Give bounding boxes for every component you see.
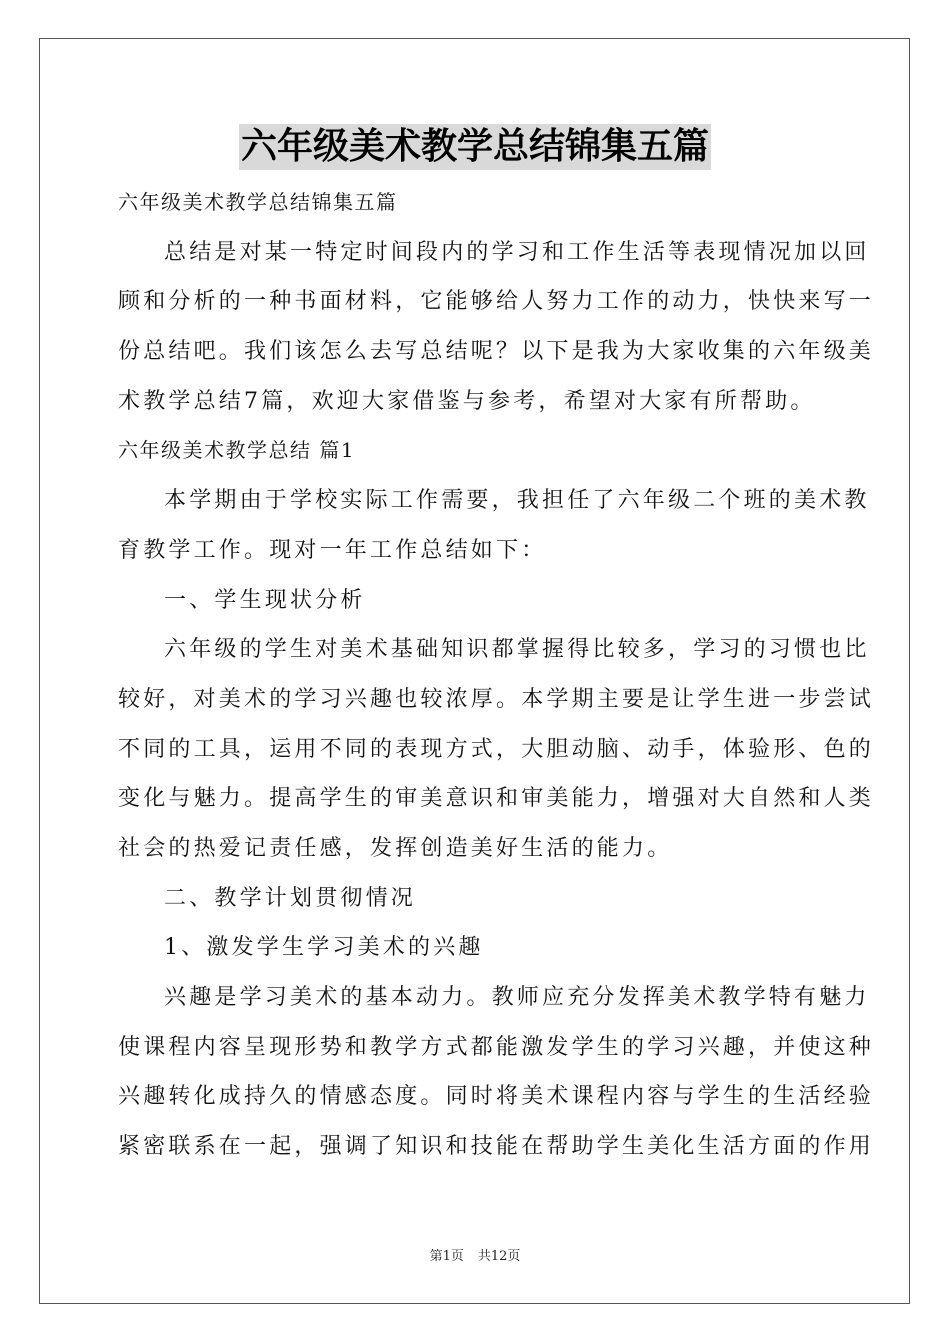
paragraph-line: 术教学总结7篇，欢迎大家借鉴与参考，希望对大家有所帮助。: [118, 388, 816, 414]
subtitle-line: 六年级美术教学总结锦集五篇: [118, 190, 398, 214]
paragraph-line: 不同的工具，运用不同的表现方式，大胆动脑、动手，体验形、色的: [118, 736, 875, 762]
total-pages: 共12页: [477, 1249, 521, 1264]
paragraph-line: 社会的热爱记责任感，发挥创造美好生活的能力。: [118, 835, 673, 861]
paragraph-line: 六年级的学生对美术基础知识都掌握得比较多，学习的习惯也比: [164, 637, 870, 663]
document-body: [118, 178, 875, 1172]
paragraph-line: 顾和分析的一种书面材料，它能够给人努力工作的动力，快快来写一: [118, 289, 875, 315]
paragraph-line: 份总结吧。我们该怎么去写总结呢？以下是我为大家收集的六年级美: [118, 339, 875, 365]
paragraph-line: 兴趣是学习美术的基本动力。教师应充分发挥美术教学特有魅力: [164, 985, 870, 1010]
document-title: 六年级美术教学总结锦集五篇: [239, 124, 711, 170]
page-footer: [0, 1245, 950, 1264]
subheading-line: 一、学生现状分析: [164, 587, 366, 613]
paragraph-line: 较好，对美术的学习兴趣也较浓厚。本学期主要是让学生进一步尝试: [118, 686, 875, 712]
title-container: [0, 124, 950, 170]
section-heading: 六年级美术教学总结 篇1: [118, 438, 356, 463]
paragraph-line: 本学期由于学校实际工作需要，我担任了六年级二个班的美术教: [164, 488, 870, 514]
paragraph-line: 育教学工作。现对一年工作总结如下：: [118, 537, 547, 563]
page-number: 第1页: [429, 1249, 464, 1264]
subheading-line: 二、教学计划贯彻情况: [164, 885, 417, 911]
paragraph-line: 变化与魅力。提高学生的审美意识和审美能力，增强对大自然和人类: [118, 786, 875, 812]
paragraph-line: 使课程内容呈现形势和教学方式都能激发学生的学习兴趣，并使这种: [118, 1034, 875, 1060]
paragraph-line: 紧密联系在一起，强调了知识和技能在帮助学生美化生活方面的作用: [118, 1134, 875, 1160]
paragraph-line: 兴趣转化成持久的情感态度。同时将美术课程内容与学生的生活经验: [118, 1084, 875, 1110]
subheading-line: 1、激发学生学习美术的兴趣: [164, 935, 484, 961]
paragraph-line: 总结是对某一特定时间段内的学习和工作生活等表现情况加以回: [164, 239, 870, 265]
